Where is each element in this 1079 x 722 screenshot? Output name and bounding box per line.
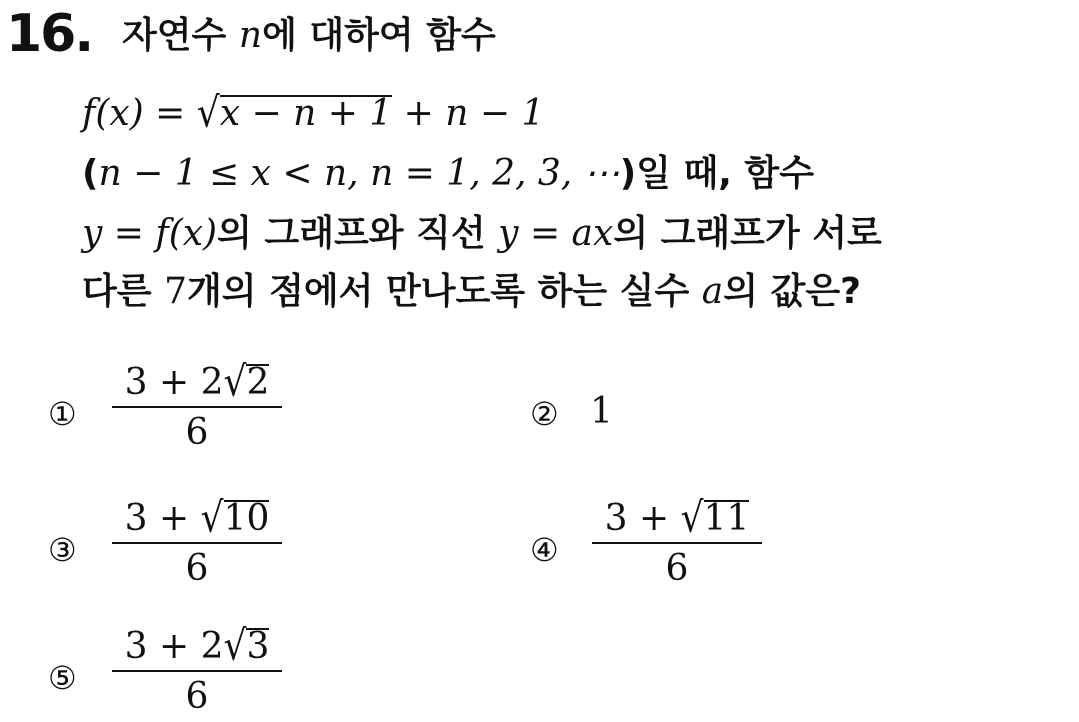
choice-value: 1 bbox=[590, 391, 613, 432]
fraction-bar bbox=[112, 406, 282, 408]
stem-text: 다른 bbox=[82, 271, 165, 312]
numerator: 3 + √11 bbox=[604, 494, 750, 542]
paren-open: ( bbox=[82, 153, 99, 194]
fraction bbox=[592, 494, 762, 589]
radicand: 11 bbox=[703, 498, 750, 539]
numerator: 3 + 2√3 bbox=[124, 622, 270, 670]
choice-marker: ① bbox=[48, 395, 77, 433]
question-stem-line-4 bbox=[82, 270, 861, 314]
question-stem-line-1 bbox=[122, 14, 496, 58]
stem-text: 자연수 bbox=[122, 15, 239, 56]
radicand: 2 bbox=[246, 362, 270, 403]
numerator: 3 + √10 bbox=[124, 494, 270, 542]
radicand: 3 bbox=[246, 626, 270, 667]
fraction-bar bbox=[112, 542, 282, 544]
domain-condition bbox=[82, 152, 814, 196]
radicand: 10 bbox=[223, 498, 270, 539]
question-stem-line-3 bbox=[82, 212, 882, 256]
number-seven: 7 bbox=[164, 271, 187, 312]
stem-text: 의 그래프와 직선 bbox=[217, 213, 499, 254]
denominator: 6 bbox=[185, 676, 209, 717]
denominator: 6 bbox=[665, 548, 689, 589]
choice-marker: ④ bbox=[530, 531, 559, 569]
question-number: 16. bbox=[6, 4, 93, 64]
numerator: 3 + 2√2 bbox=[124, 358, 270, 406]
formula-rhs: + n − 1 bbox=[392, 93, 545, 134]
choice-marker: ② bbox=[530, 395, 559, 433]
stem-text: 의 그래프가 서로 bbox=[613, 213, 882, 254]
math-y-equals-ax: y = ax bbox=[498, 213, 614, 254]
variable-n: n bbox=[238, 15, 263, 56]
stem-text: 개의 점에서 만나도록 하는 실수 bbox=[187, 271, 702, 312]
fraction-bar bbox=[592, 542, 762, 544]
denominator: 6 bbox=[185, 412, 209, 453]
choice-marker: ③ bbox=[48, 531, 77, 569]
formula-lhs: f(x) = bbox=[82, 93, 197, 134]
stem-text: 의 값은? bbox=[723, 271, 861, 312]
denominator: 6 bbox=[185, 548, 209, 589]
stem-text: 에 대하여 함수 bbox=[262, 15, 496, 56]
condition-tail: 일 때, 함수 bbox=[636, 153, 814, 194]
fraction bbox=[112, 622, 282, 717]
radicand: x − n + 1 bbox=[219, 93, 393, 134]
function-definition bbox=[82, 89, 545, 137]
fraction bbox=[112, 358, 282, 453]
paren-close: ) bbox=[619, 153, 637, 194]
fraction bbox=[112, 494, 282, 589]
square-root: √x − n + 1 bbox=[196, 89, 393, 137]
choice-marker: ⑤ bbox=[48, 659, 77, 697]
fraction-bar bbox=[112, 670, 282, 672]
condition-math: n − 1 ≤ x < n, n = 1, 2, 3, ⋯ bbox=[98, 153, 620, 194]
math-y-equals-fx: y = f(x) bbox=[82, 213, 218, 254]
variable-a: a bbox=[701, 271, 724, 312]
